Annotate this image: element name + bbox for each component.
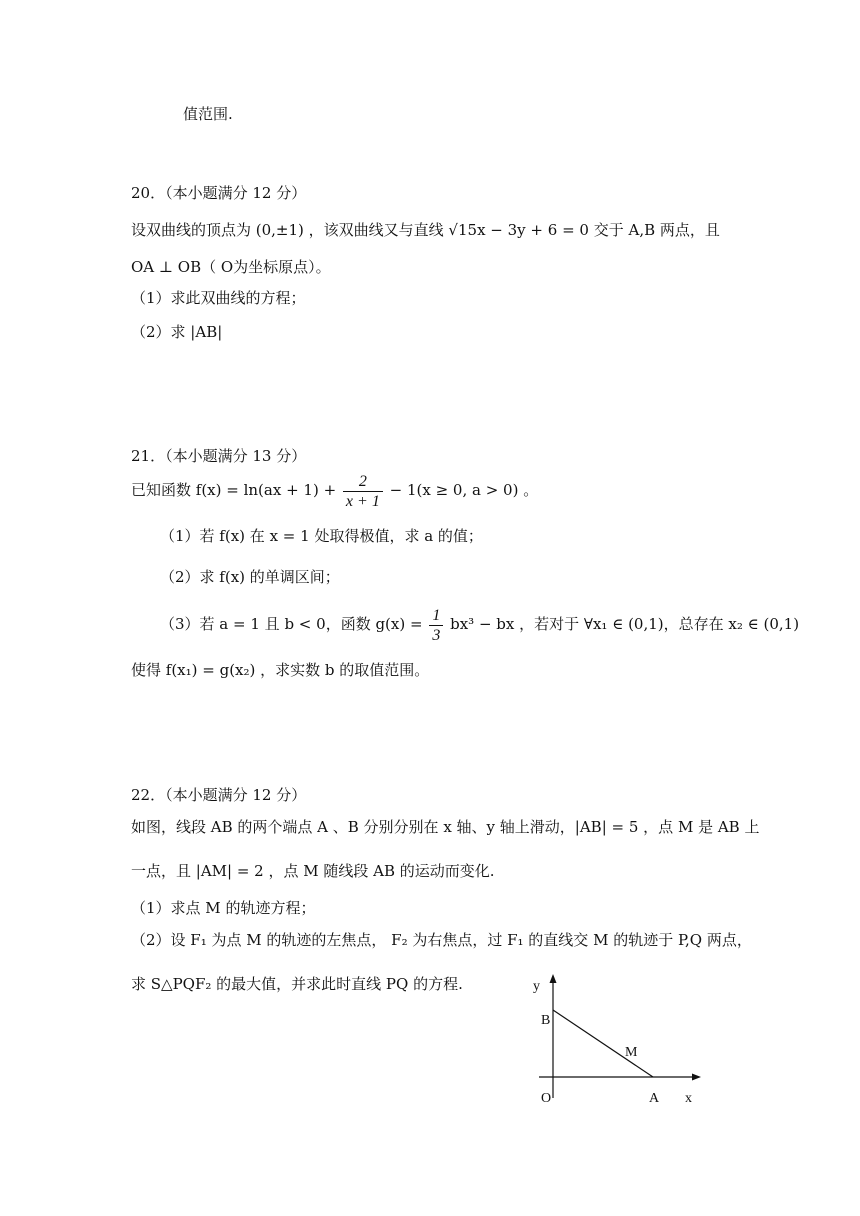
q20-line1: 设双曲线的顶点为 (0,±1) ，该双曲线又与直线 √15x − 3y + 6 = 0 交于 A,B 两点，且 <box>131 221 720 239</box>
q20-line2: OA ⊥ OB（ O为坐标原点）。 <box>131 258 331 276</box>
q22-line1: 如图，线段 AB 的两个端点 A 、B 分别分别在 x 轴、y 轴上滑动，|AB| = 5 ，点 M 是 AB 上 <box>131 818 760 836</box>
label-y: y <box>533 979 540 994</box>
q22-part3: 求 S△PQF₂ 的最大值，并求此时直线 PQ 的方程. <box>131 975 463 993</box>
q21-part3-pre: （3）若 a = 1 且 b < 0，函数 g(x) = <box>160 615 423 633</box>
q20-part2: （2）求 |AB| <box>131 323 223 341</box>
segment-ab <box>553 1010 653 1077</box>
q22-part2: （2）设 F₁ 为点 M 的轨迹的左焦点， F₂ 为右焦点，过 F₁ 的直线交 M 的轨迹于 P,Q 两点， <box>131 931 752 949</box>
q22-part1: （1）求点 M 的轨迹方程； <box>131 899 316 917</box>
q22-header: 22．（本小题满分 12 分） <box>131 786 307 804</box>
q21-part2: （2）求 f(x) 的单调区间； <box>160 568 340 586</box>
q21-line1 <box>131 470 538 511</box>
q21-part3-fraction <box>429 606 443 645</box>
q21-fraction <box>343 472 383 511</box>
q21-part3-line2: 使得 f(x₁) = g(x₂) ，求实数 b 的取值范围。 <box>131 661 430 679</box>
q21-part3-fraction-num: 1 <box>429 606 443 626</box>
q21-part3 <box>160 604 799 645</box>
label-b: B <box>541 1013 551 1028</box>
coordinate-figure <box>525 970 715 1110</box>
q22-line2: 一点，且 |AM| = 2 ，点 M 随线段 AB 的运动而变化. <box>131 862 495 880</box>
q21-line1-post: − 1(x ≥ 0, a > 0) 。 <box>389 481 539 499</box>
q21-fraction-den: x + 1 <box>345 492 380 510</box>
q20-part1: （1）求此双曲线的方程； <box>131 289 306 307</box>
q21-fraction-num: 2 <box>343 472 383 492</box>
label-x: x <box>685 1091 692 1106</box>
q21-part1: （1）若 f(x) 在 x = 1 处取得极值，求 a 的值； <box>160 527 483 545</box>
continued-text: 值范围. <box>183 105 233 123</box>
q21-header: 21．（本小题满分 13 分） <box>131 447 307 465</box>
q21-line1-pre: 已知函数 f(x) = ln(ax + 1) + <box>131 481 337 499</box>
x-axis-arrow <box>692 1074 701 1081</box>
y-axis-arrow <box>550 974 557 983</box>
q21-part3-fraction-den: 3 <box>432 626 441 644</box>
label-m: M <box>625 1045 638 1060</box>
label-a: A <box>649 1091 660 1106</box>
q20-header: 20．（本小题满分 12 分） <box>131 184 307 202</box>
label-o: O <box>541 1091 552 1106</box>
q21-part3-post: bx³ − bx ，若对于 ∀x₁ ∈ (0,1)，总存在 x₂ ∈ (0,1) <box>450 615 800 633</box>
